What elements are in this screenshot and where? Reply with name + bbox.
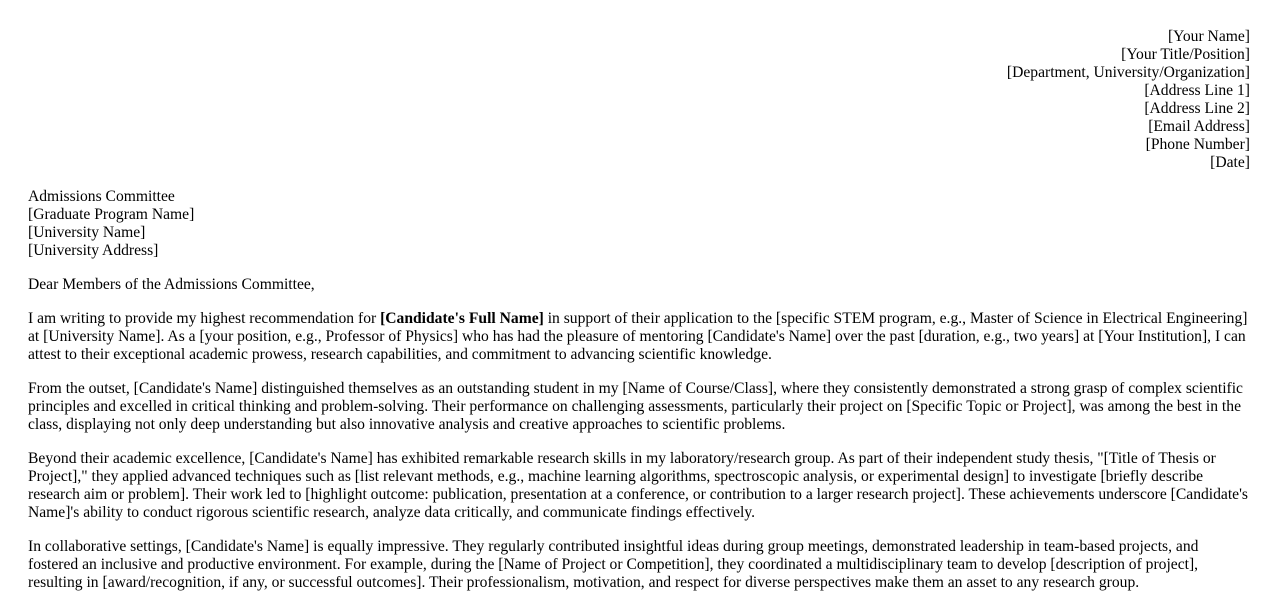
sender-title: [Your Title/Position] <box>1121 46 1250 63</box>
recipient-program: [Graduate Program Name] <box>28 206 195 223</box>
sender-name: [Your Name] <box>1167 28 1250 45</box>
sender-email: [Email Address] <box>1148 118 1250 135</box>
sender-address-line-1: [Address Line 1] <box>1144 82 1250 99</box>
sender-block <box>28 28 1250 172</box>
recipient-block <box>28 188 1250 260</box>
paragraph-academic: From the outset, [Candidate's Name] distinguished themselves as an outstanding student in my [Name of Course/Class], where they consistently demonstrated a strong grasp of complex scientific principles and excelled in critical thinking and problem-solving. Their performance on challenging assessments, particularly their project on [Specific Topic or Project], was among the best in the class, displaying not only deep understanding but also innovative analysis and creative approaches to scientific problems. <box>28 380 1243 433</box>
recipient-address: [University Address] <box>28 242 159 259</box>
sender-phone: [Phone Number] <box>1145 136 1250 153</box>
letter-page <box>28 28 1250 592</box>
candidate-name-bold: [Candidate's Full Name] <box>380 310 544 327</box>
sender-department: [Department, University/Organization] <box>1006 64 1250 81</box>
letter-date: [Date] <box>1210 154 1250 171</box>
recipient-committee: Admissions Committee <box>28 188 175 205</box>
paragraph-text: I am writing to provide my highest recommendation for <box>28 310 381 327</box>
recipient-university: [University Name] <box>28 224 146 241</box>
paragraph-research: Beyond their academic excellence, [Candidate's Name] has exhibited remarkable research skills in my laboratory/research group. As part of their independent study thesis, "[Title of Thesis or Project]," they applied advanced techniques such as [list relevant methods, e.g., machine learning algorithms, spectroscopic analysis, or experimental design] to investigate [briefly describe research aim or problem]. Their work led to [highlight outcome: publication, presentation at a conference, or contribution to a larger research project]. These achievements underscore [Candidate's Name]'s ability to conduct rigorous scientific research, analyze data critically, and communicate findings effectively. <box>28 450 1248 521</box>
paragraph-collaboration: In collaborative settings, [Candidate's Name] is equally impressive. They regularly contributed insightful ideas during group meetings, demonstrated leadership in team-based projects, and fostered an inclusive and productive environment. For example, during the [Name of Project or Competition], they coordinated a multidisciplinary team to develop [description of project], resulting in [award/recognition, if any, or successful outcomes]. Their professionalism, motivation, and respect for diverse perspectives make them an asset to any research group. <box>28 538 1199 591</box>
salutation: Dear Members of the Admissions Committee, <box>28 276 315 293</box>
paragraph-introduction <box>28 310 1250 364</box>
paragraph-text: in support of their application to the [specific STEM program, e.g., Master of Science in Electrical Engineering] at [University Name]. As a [your position, e.g., Professor of Physics] who has had the pleasure of mentoring [Candidate's Name] over the past [duration, e.g., two years] at [Your Institution], I can attest to their exceptional academic prowess, research capabilities, and commitment to advancing scientific knowledge. <box>28 310 1248 363</box>
sender-address-line-2: [Address Line 2] <box>1144 100 1250 117</box>
